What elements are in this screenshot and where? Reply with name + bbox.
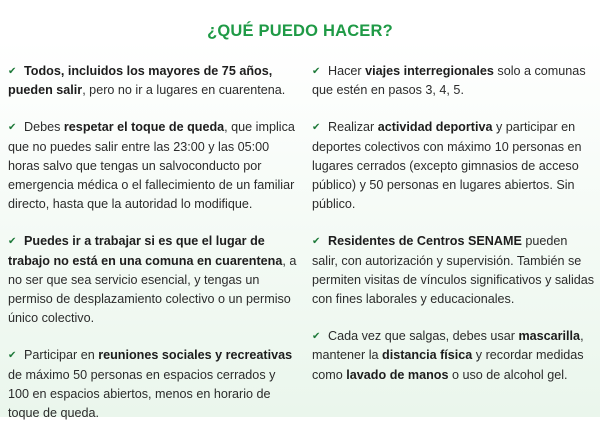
item-text: y participar en deportes colectivos con máximo 10 personas en lugares cerrados (excepto gimnasios de acceso público) y 50 personas en lugares abiertos. Sin público.: [312, 120, 582, 212]
list-item: [8, 62, 298, 100]
checkmark-icon: ✔: [312, 236, 321, 248]
item-bold: Todos, incluidos los mayores de 75 años, pueden salir: [8, 64, 273, 98]
right-column: [312, 62, 596, 403]
item-text: pueden salir, con autorización y supervisión. También se permiten visitas de vínculos significativos y salidas con fines laborales y educacionales.: [312, 234, 595, 307]
item-bold: lavado de manos: [346, 367, 449, 382]
checkmark-icon: ✔: [8, 66, 17, 77]
item-text: , pero no ir a lugares en cuarentena.: [82, 83, 286, 98]
checkmark-icon: ✔: [312, 122, 321, 134]
checkmark-icon: ✔: [312, 331, 321, 343]
item-bold: Puedes ir a trabajar si es que el lugar de trabajo no está en una comuna en cuarentena: [8, 234, 283, 268]
checkmark-icon: ✔: [312, 66, 321, 77]
item-text: , a no ser que sea servicio esencial, y tengas un permiso de desplazamiento colectivo o un permiso único colectivo.: [8, 253, 297, 326]
item-text: de máximo 50 personas en espacios cerrados y 100 en espacios abiertos, menos en horario de toque de queda.: [8, 367, 276, 421]
list-item: [312, 62, 596, 100]
list-item: [8, 118, 298, 214]
list-item: [8, 232, 298, 328]
item-text: solo a comunas que estén en pasos 3, 4, 5.: [312, 64, 586, 98]
item-text: Participar en: [24, 348, 99, 363]
item-text: , que implica que no puedes salir entre las 23:00 y las 05:00 horas salvo que tengas un salvoconducto por emergencia médica o el fallecimiento de un familiar directo, hasta que la autoridad lo modifique.: [8, 120, 295, 212]
list-item: [312, 118, 596, 214]
checkmark-icon: ✔: [8, 350, 17, 362]
item-text: o uso de alcohol gel.: [448, 367, 568, 382]
left-column: [8, 62, 298, 441]
item-bold: distancia física: [382, 348, 473, 363]
item-text: , mantener la: [312, 329, 584, 363]
item-bold: reuniones sociales y recreativas: [98, 348, 293, 363]
list-item: [8, 346, 298, 423]
item-bold: Residentes de Centros SENAME: [328, 234, 522, 249]
item-bold: mascarilla: [518, 329, 581, 344]
item-text: Realizar: [328, 120, 378, 135]
item-text: Hacer: [328, 64, 366, 78]
checkmark-icon: ✔: [8, 122, 17, 134]
item-text: y recordar medidas como: [312, 348, 584, 382]
item-text: Cada vez que salgas, debes usar: [328, 329, 519, 344]
list-item: [312, 232, 596, 309]
item-bold: respetar el toque de queda: [63, 120, 225, 135]
checkmark-icon: ✔: [8, 236, 17, 248]
item-bold: viajes interregionales: [365, 64, 494, 78]
item-text: Debes: [24, 120, 64, 135]
page-title: ¿QUÉ PUEDO HACER?: [207, 22, 393, 40]
item-bold: actividad deportiva: [377, 120, 493, 135]
list-item: [312, 327, 596, 385]
